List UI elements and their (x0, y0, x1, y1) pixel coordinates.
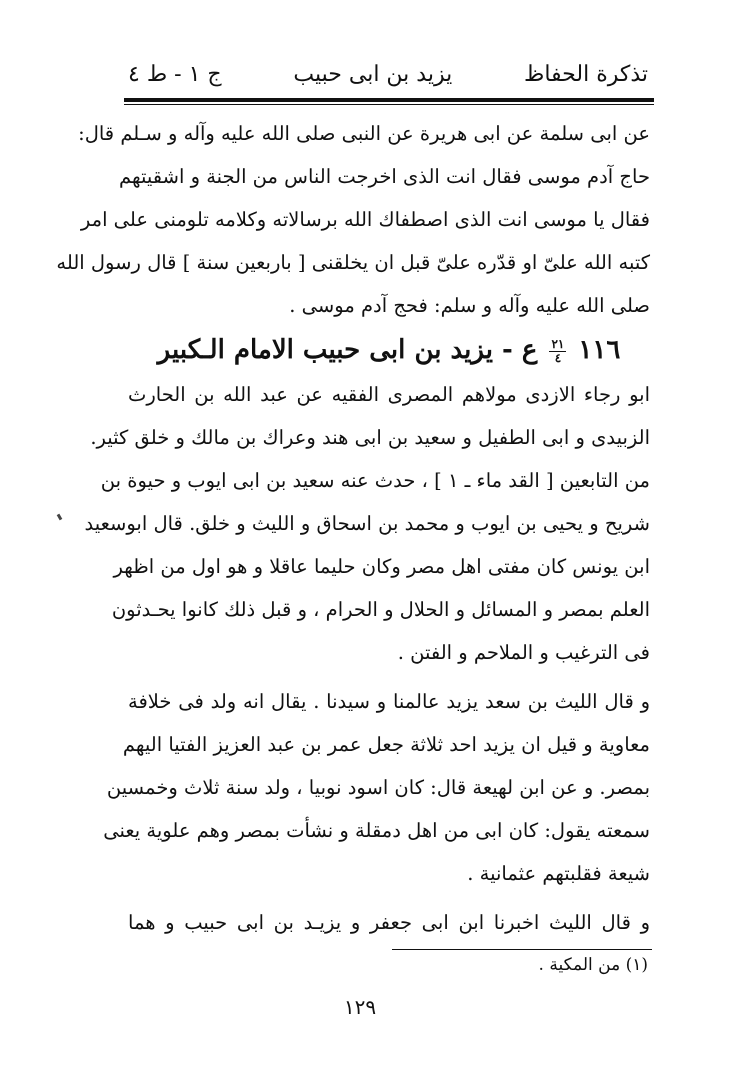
page-number: ١٢٩ (343, 995, 377, 1019)
text-line: العلم بمصر و المسائل و الحلال و الحرام ، و قبل ذلك كانوا يحـدثون (111, 598, 650, 621)
text-line: عن ابى سلمة عن ابى هريرة عن النبى صلى الله عليه وآله و سـلم قال: (78, 122, 650, 145)
header-book-title: تذكرة الحفاظ (524, 61, 648, 87)
text-line: شيعة فقلبتهم عثمانية . (467, 862, 650, 885)
text-line: فقال يا موسى انت الذى اصطفاك الله برسالاته وكلامه تلومنى على امر (80, 208, 650, 231)
text-line: ابو رجاء الازدى مولاهم المصرى الفقيه عن عبد الله بن الحارث (128, 383, 650, 406)
text-line: بمصر. و عن ابن لهيعة قال: كان اسود نوبيا ، ولد سنة ثلاث وخمسين (106, 776, 650, 799)
footnote: (١) من المكية . (538, 955, 648, 975)
fraction-top: ٢١ (551, 336, 565, 351)
entry-title: ع - يزيد بن ابى حبيب الامام الـكبير (157, 335, 538, 365)
entry-fraction (549, 338, 566, 365)
main-text (56, 112, 650, 944)
header-rule-thick (124, 98, 654, 102)
text-line: سمعته يقول: كان ابى من اهل دمقلة و نشأت بمصر وهم علوية يعنى (103, 819, 650, 842)
text-line: فى الترغيب و الملاحم و الفتن . (397, 641, 650, 664)
text-line: من التابعين [ القد ماء ـ ١ ] ، حدث عنه سعيد بن ابى ايوب و حيوة بن (100, 469, 650, 492)
entry-number: ١١٦ (578, 335, 621, 365)
running-header (128, 56, 648, 92)
scan-speck (57, 514, 63, 521)
text-line: معاوية و قيل ان يزيد احد ثلاثة جعل عمر بن عبد العزيز الفتيا اليهم (122, 733, 650, 756)
header-entry-name: يزيد بن ابى حبيب (293, 61, 453, 87)
text-line: ابن يونس كان مفتى اهل مصر وكان حليما عاقلا و هو اول من اظهر (113, 555, 650, 578)
text-line: و قال الليث اخبرنا ابن ابى جعفر و يزيـد بن ابى حبيب و هما (128, 911, 650, 934)
header-rule-thin (124, 104, 654, 105)
text-line: و قال الليث بن سعد يزيد عالمنا و سيدنا . يقال انه ولد فى خلافة (128, 690, 650, 713)
text-line: شريح و يحيى بن ايوب و محمد بن اسحاق و الليث و خلق. قال ابوسعيد (84, 512, 650, 535)
footnote-rule (392, 949, 652, 950)
fraction-bottom: ٤ (554, 350, 562, 365)
entry-heading (128, 327, 650, 373)
text-line: الزبيدى و ابى الطفيل و سعيد بن ابى هند وعراك بن مالك و خلق كثير. (90, 426, 650, 449)
text-line: حاج آدم موسى فقال انت الذى اخرجت الناس من الجنة و اشقيتهم (119, 165, 650, 188)
text-line: كتبه الله علىّ او قدّره علىّ قبل ان يخلقنى [ باربعين سنة ] قال رسول الله (56, 251, 650, 274)
text-line: صلى الله عليه وآله و سلم: فحج آدم موسى . (289, 294, 650, 317)
header-volume: ج ١ - ط ٤ (128, 61, 222, 87)
